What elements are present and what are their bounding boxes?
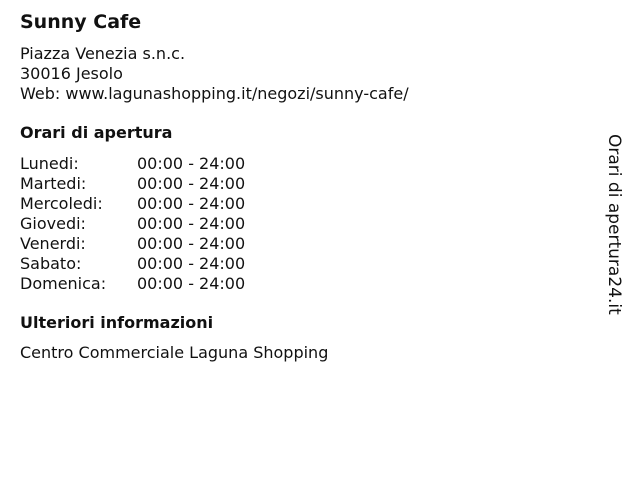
hours-row-thursday bbox=[20, 214, 600, 234]
hours-row-friday bbox=[20, 234, 600, 254]
day-label: Martedi: bbox=[20, 174, 87, 193]
day-label: Lunedi: bbox=[20, 154, 79, 173]
brand-watermark: Orari di apertura24.it bbox=[604, 134, 624, 315]
time-range: 00:00 - 24:00 bbox=[137, 174, 246, 193]
time-range: 00:00 - 24:00 bbox=[137, 194, 246, 213]
hours-row-tuesday bbox=[20, 174, 600, 194]
hours-row-monday bbox=[20, 154, 600, 174]
more-info-heading: Ulteriori informazioni bbox=[20, 313, 214, 332]
day-label: Venerdi: bbox=[20, 234, 86, 253]
time-range: 00:00 - 24:00 bbox=[137, 154, 246, 173]
store-card bbox=[20, 10, 600, 363]
address-line-1: Piazza Venezia s.n.c. bbox=[20, 44, 186, 63]
more-info-text: Centro Commerciale Laguna Shopping bbox=[20, 343, 329, 362]
opening-hours-heading: Orari di apertura bbox=[20, 123, 173, 142]
website-line[interactable]: Web: www.lagunashopping.it/negozi/sunny-cafe/ bbox=[20, 84, 409, 103]
day-label: Mercoledi: bbox=[20, 194, 103, 213]
time-range: 00:00 - 24:00 bbox=[137, 234, 246, 253]
day-label: Domenica: bbox=[20, 274, 107, 293]
time-range: 00:00 - 24:00 bbox=[137, 254, 246, 273]
store-name: Sunny Cafe bbox=[20, 11, 142, 33]
address-line-2: 30016 Jesolo bbox=[20, 64, 123, 83]
hours-row-sunday bbox=[20, 274, 600, 294]
time-range: 00:00 - 24:00 bbox=[137, 214, 246, 233]
time-range: 00:00 - 24:00 bbox=[137, 274, 246, 293]
day-label: Giovedi: bbox=[20, 214, 86, 233]
hours-row-wednesday bbox=[20, 194, 600, 214]
hours-row-saturday bbox=[20, 254, 600, 274]
day-label: Sabato: bbox=[20, 254, 82, 273]
